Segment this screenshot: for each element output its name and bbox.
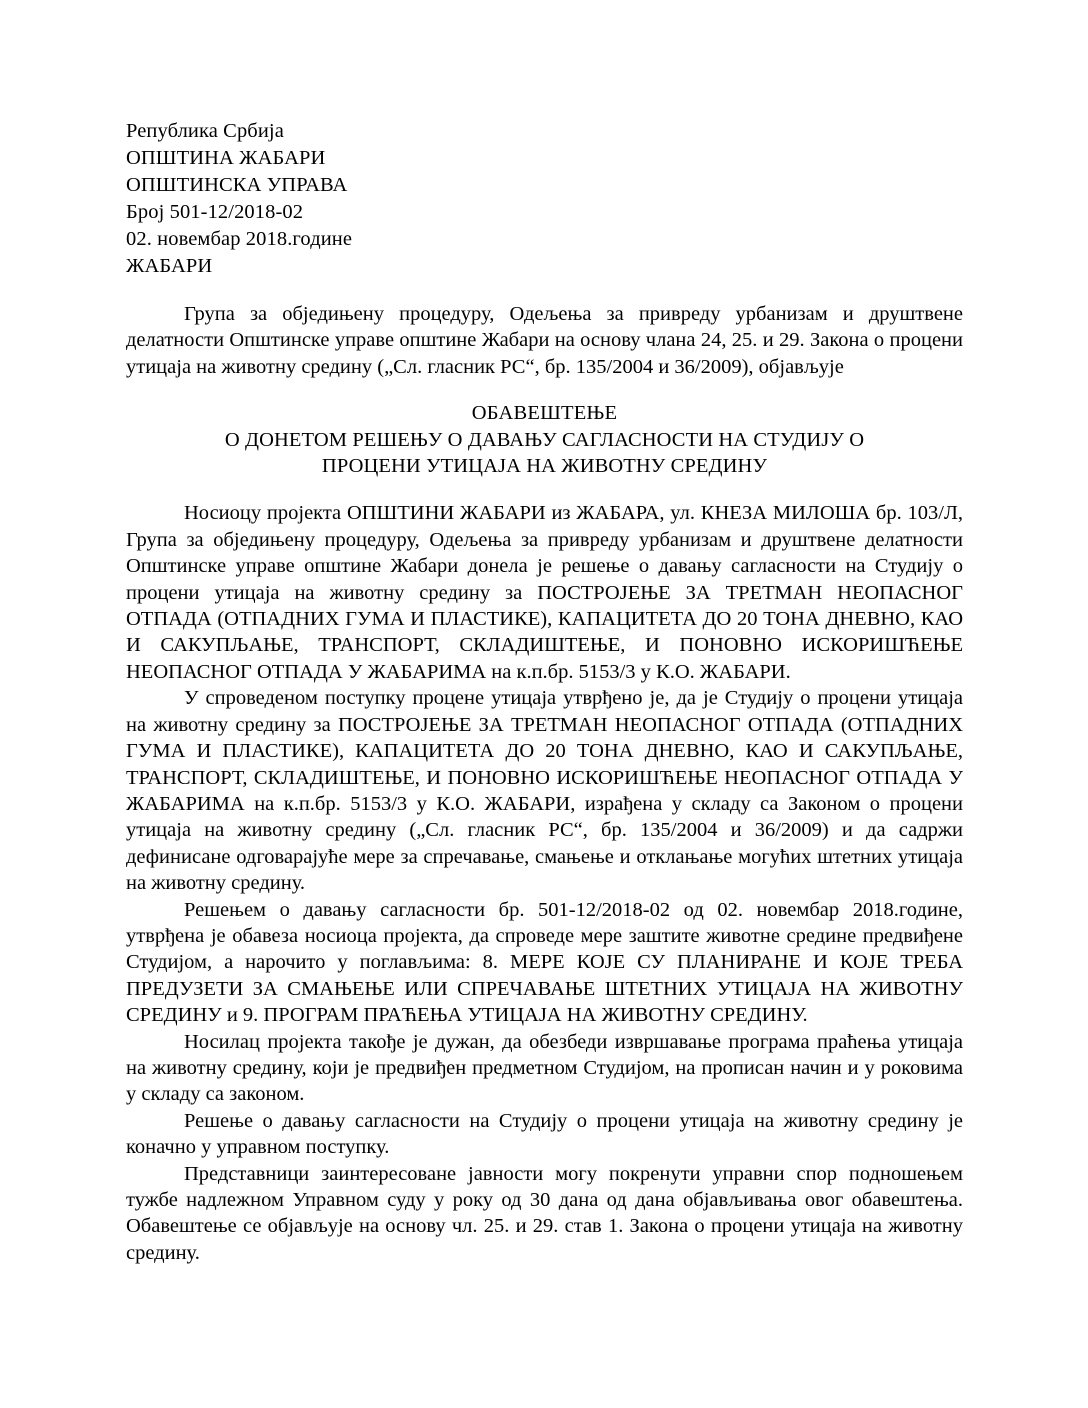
letterhead-reference-number: Број 501-12/2018-02 [126, 201, 304, 223]
notice-title-block [126, 400, 963, 479]
letterhead-republic: Република Србија [126, 120, 284, 142]
body-paragraph-3: Решењем о давању сагласности бр. 501-12/2018-02 од 02. новембар 2018.године, утврђена је обавеза носиоца пројекта, да спроведе мере заштите животне средине предвиђене Студијом, а нарочито у поглављима: 8. МЕРЕ КОЈЕ СУ ПЛАНИРАНЕ И КОЈЕ ТРЕБА ПРЕДУЗЕТИ ЗА СМАЊЕЊЕ ИЛИ СПРЕЧАВАЊЕ ШТЕТНИХ УТИЦАЈА НА ЖИВОТНУ СРЕДИНУ и 9. ПРОГРАМ ПРАЋЕЊА УТИЦАЈА НА ЖИВОТНУ СРЕДИНУ. [126, 898, 963, 1027]
letterhead-municipality: ОПШТИНА ЖАБАРИ [126, 147, 326, 169]
page-title: ОБАВЕШТЕЊЕ [471, 402, 618, 425]
page-subtitle-line-2: ПРОЦЕНИ УТИЦАЈА НА ЖИВОТНУ СРЕДИНУ [321, 455, 768, 478]
body-paragraph-1: Носиоцу пројекта ОПШТИНИ ЖАБАРИ из ЖАБАРА, ул. КНЕЗА МИЛОША бр. 103/Л, Група за обједињену процедуру, Одељења за привреду урбанизам и друштвене делатности Општинске управе општине Жабари донела је решење о давању сагласности на Студију о процени утицаја на животну средину за ПОСТРОЈЕЊЕ ЗА ТРЕТМАН НЕОПАСНОГ ОТПАДА (ОТПАДНИХ ГУМА И ПЛАСТИКЕ), КАПАЦИТЕТА ДО 20 ТОНА ДНЕВНО, КАО И САКУПЉАЊЕ, ТРАНСПОРТ, СКЛАДИШТЕЊЕ, И ПОНОВНО ИСКОРИШЋЕЊЕ НЕОПАСНОГ ОТПАДА У ЖАБАРИМА на к.п.бр. 5153/3 у К.О. ЖАБАРИ. [126, 502, 963, 683]
page-subtitle-line-1: О ДОНЕТОМ РЕШЕЊУ О ДАВАЊУ САГЛАСНОСТИ НА СТУДИЈУ О [224, 428, 865, 451]
intro-paragraph: Група за обједињену процедуру, Одељења за привреду урбанизам и друштвене делатности Општинске управе општине Жабари на основу члана 24, 25. и 29. Закона о процени утицаја на животну средину („Сл. гласник РС“, бр. 135/2004 и 36/2009), објављује [126, 303, 963, 378]
letterhead [126, 118, 963, 280]
body-paragraph-5: Решење о давању сагласности на Студију о процени утицаја на животну средину је коначно у управном поступку. [126, 1109, 963, 1159]
intro-section [126, 301, 963, 380]
letterhead-place: ЖАБАРИ [126, 255, 213, 277]
body-paragraph-6: Представници заинтересоване јавности могу покренути управни спор подношењем тужбе надлежном Управном суду у року од 30 дана од дана објављивања овог обавештења. Обавештење се објављује на основу чл. 25. и 29. став 1. Закона о процени утицаја на животну средину. [126, 1162, 963, 1264]
body-paragraph-4: Носилац пројекта такође је дужан, да обезбеди извршавање програма праћења утицаја на животну средину, који је предвиђен предметном Студијом, на прописан начин и у роковима у складу са законом. [126, 1030, 963, 1106]
letterhead-administration: ОПШТИНСКА УПРАВА [126, 174, 348, 196]
letterhead-date: 02. новембар 2018.године [126, 228, 353, 250]
body-paragraph-2: У спроведеном поступку процене утицаја утврђено је, да је Студију о процени утицаја на животну средину за ПОСТРОЈЕЊЕ ЗА ТРЕТМАН НЕОПАСНОГ ОТПАДА (ОТПАДНИХ ГУМА И ПЛАСТИКЕ), КАПАЦИТЕТА ДО 20 ТОНА ДНЕВНО, КАО И САКУПЉАЊЕ, ТРАНСПОРТ, СКЛАДИШТЕЊЕ, И ПОНОВНО ИСКОРИШЋЕЊЕ НЕОПАСНОГ ОТПАДА У ЖАБАРИМА на к.п.бр. 5153/3 у К.О. ЖАБАРИ, израђена у складу са Законом о процени утицаја на животну средину („Сл. гласник РС“, бр. 135/2004 и 36/2009) и да садржи дефинисане одговарајуће мере за спречавање, смањење и отклањање могућих штетних утицаја на животну средину. [126, 687, 963, 895]
body-section [126, 500, 963, 1266]
document-content [126, 118, 963, 1266]
